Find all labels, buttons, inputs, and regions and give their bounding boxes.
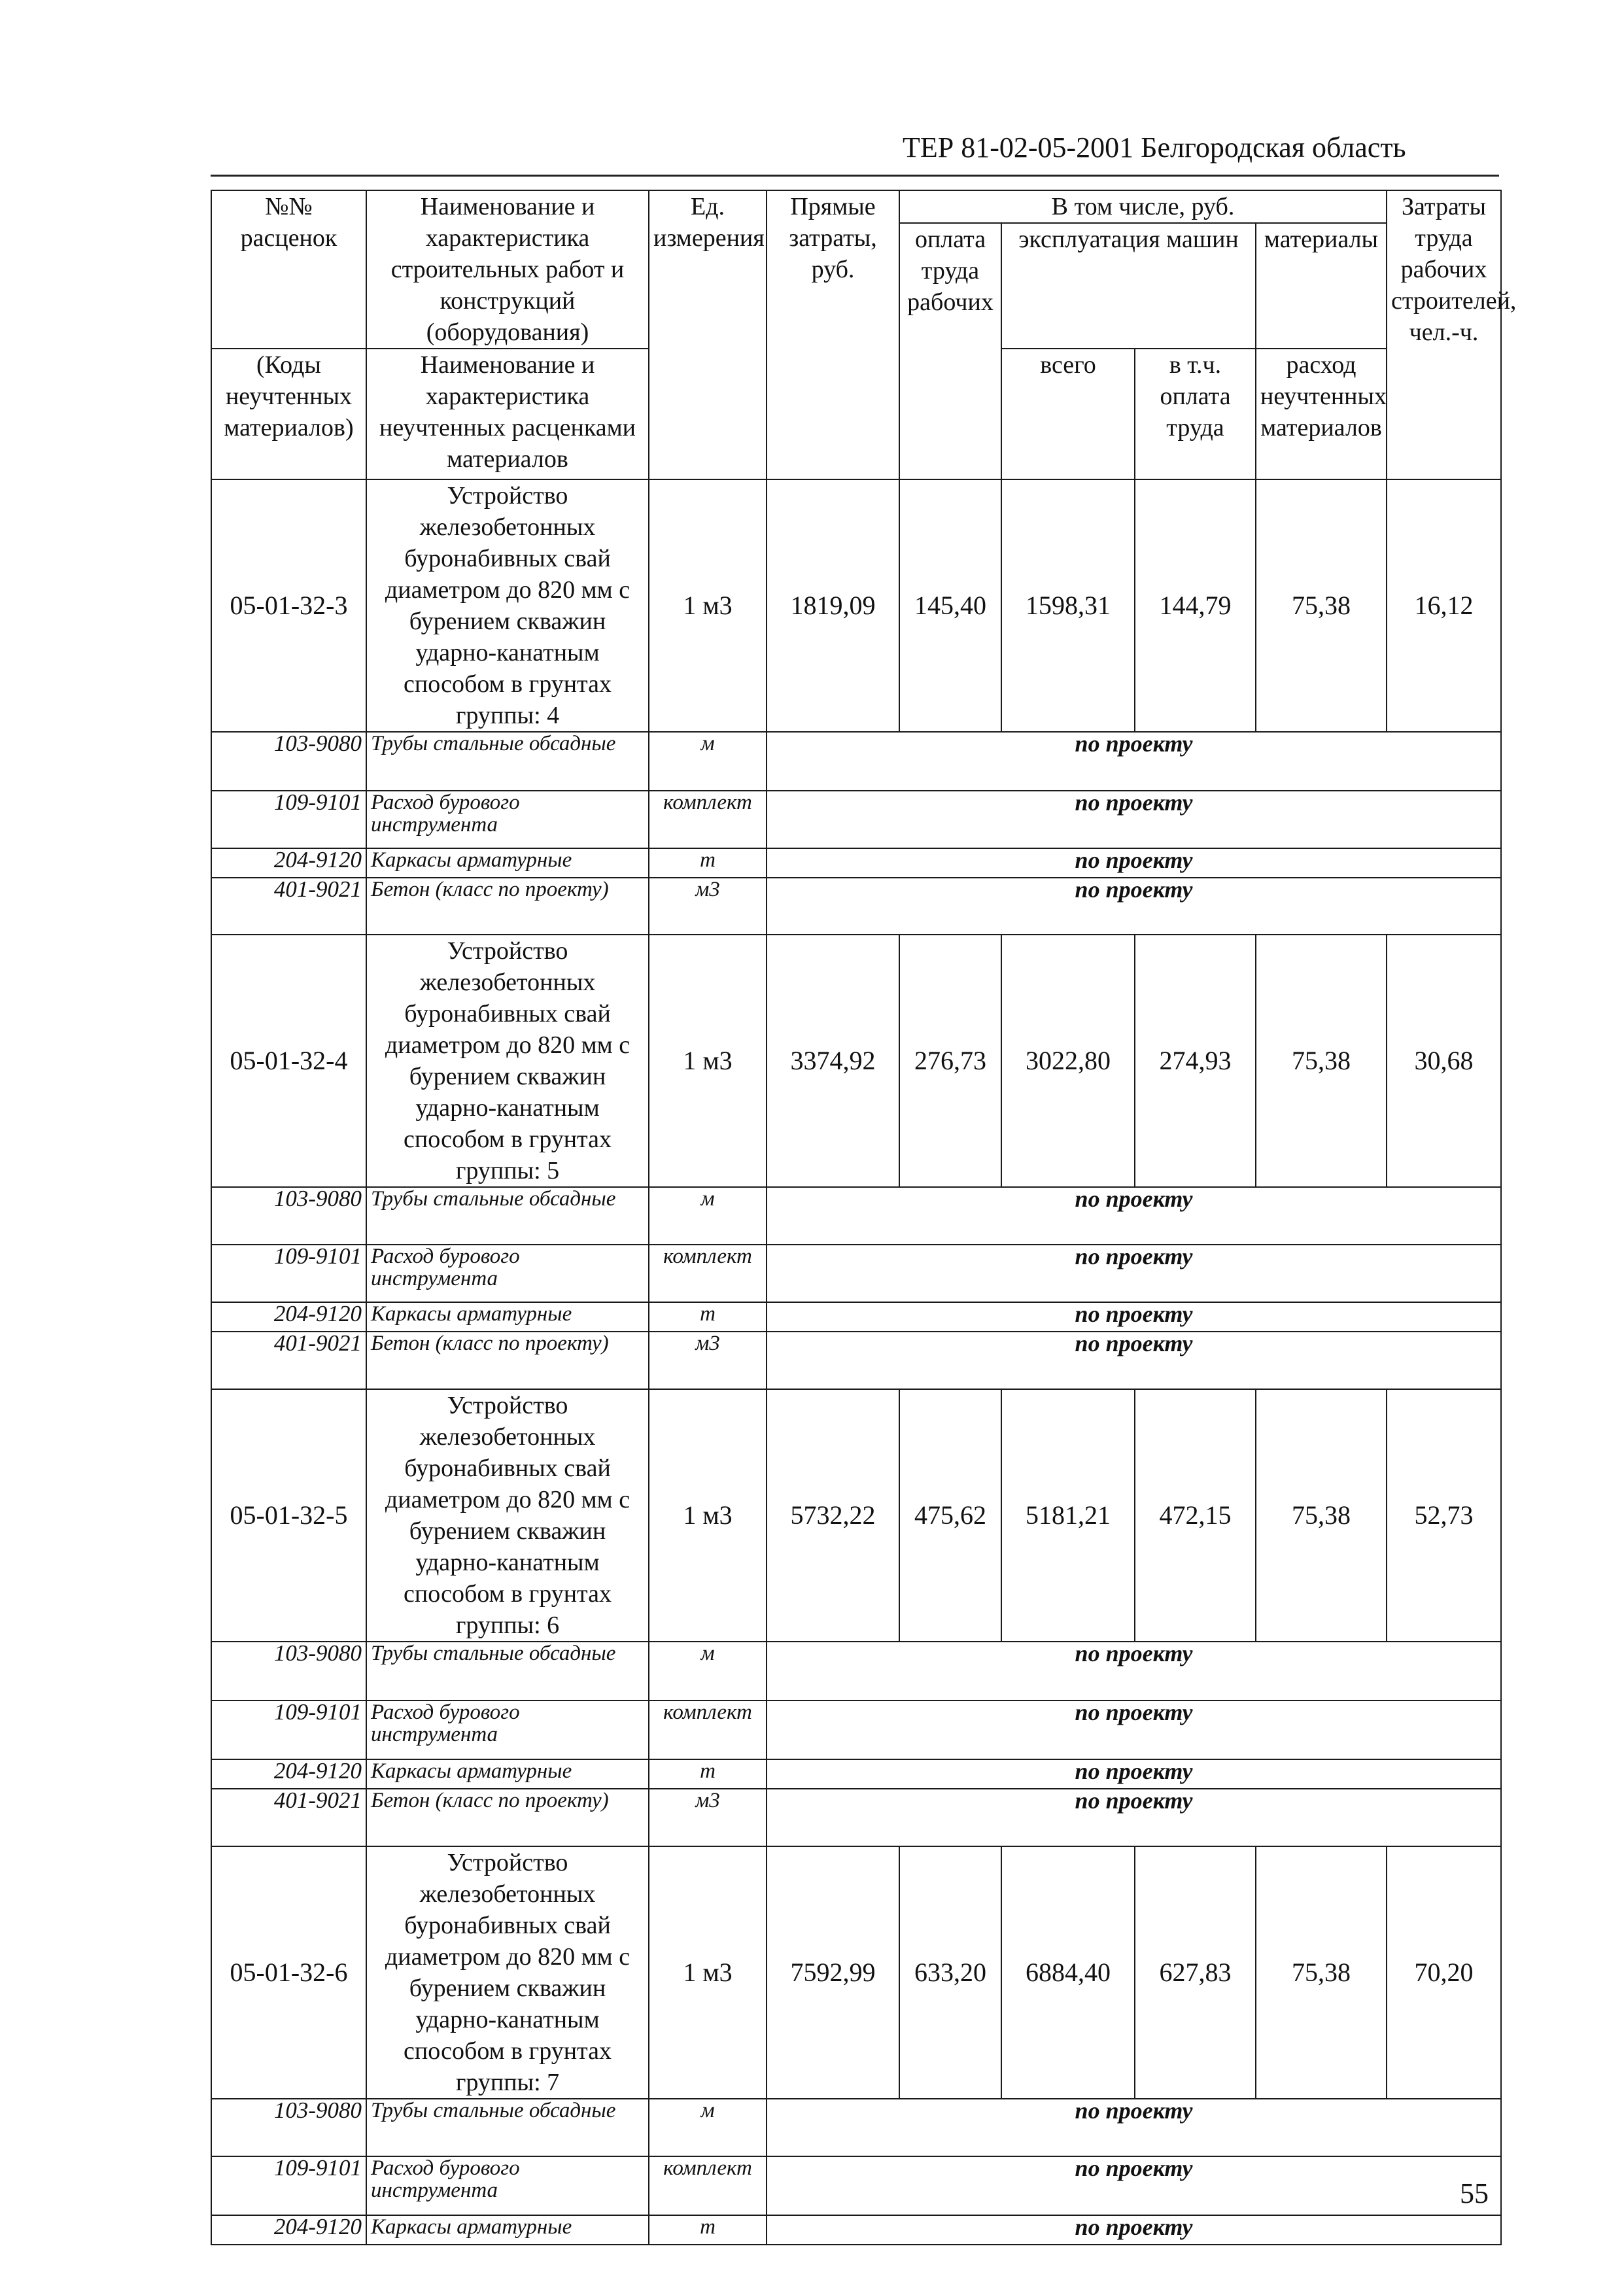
rate-machine-total: 1598,31 <box>1001 479 1135 732</box>
rate-name: Устройство железобетонных буронабивных свай диаметром до 820 мм с бурением скважин ударно-канатным способом в грунтах группы: 6 <box>366 1389 649 1642</box>
material-note: по проекту <box>767 1245 1501 1302</box>
rate-labor-hours: 30,68 <box>1387 935 1501 1187</box>
material-note: по проекту <box>767 1700 1501 1759</box>
material-code: 103-9080 <box>211 732 366 791</box>
rate-direct: 5732,22 <box>767 1389 899 1642</box>
header-name-main: Наименование и характеристика строительных работ и конструкций (оборудования) <box>366 190 649 349</box>
rate-code: 05-01-32-4 <box>211 935 366 1187</box>
rate-labor-pay: 276,73 <box>899 935 1001 1187</box>
header-code-main: №№ расценок <box>211 190 366 349</box>
material-note: по проекту <box>767 1302 1501 1332</box>
rates-table <box>211 190 1517 2245</box>
rate-machine-pay: 472,15 <box>1135 1389 1256 1642</box>
rate-direct: 1819,09 <box>767 479 899 732</box>
material-unit: м <box>649 1642 767 1700</box>
rate-machine-pay: 627,83 <box>1135 1846 1256 2099</box>
material-unit: комплект <box>649 1245 767 1302</box>
rate-unit: 1 м3 <box>649 935 767 1187</box>
document-header: ТЕР 81-02-05-2001 Белгородская область <box>903 131 1406 164</box>
rate-group <box>211 1389 1501 1846</box>
rate-code: 05-01-32-5 <box>211 1389 366 1642</box>
material-code: 109-9101 <box>211 1245 366 1302</box>
rate-code: 05-01-32-3 <box>211 479 366 732</box>
material-note: по проекту <box>767 848 1501 878</box>
rate-unit: 1 м3 <box>649 479 767 732</box>
material-note: по проекту <box>767 878 1501 935</box>
material-unit: т <box>649 1759 767 1789</box>
material-name: Каркасы арматурные <box>366 848 649 878</box>
rate-group <box>211 479 1501 935</box>
header-machine-pay: в т.ч. оплата труда <box>1135 349 1256 479</box>
header-labor-costs: Затраты труда рабочих строителей, чел.-ч. <box>1387 190 1501 479</box>
rate-materials: 75,38 <box>1256 935 1387 1187</box>
rate-name: Устройство железобетонных буронабивных свай диаметром до 820 мм с бурением скважин ударно-канатным способом в грунтах группы: 4 <box>366 479 649 732</box>
material-unit: м3 <box>649 1332 767 1389</box>
material-code: 204-9120 <box>211 1759 366 1789</box>
material-unit: комплект <box>649 1700 767 1759</box>
material-code: 401-9021 <box>211 1789 366 1846</box>
material-note: по проекту <box>767 2099 1501 2156</box>
rate-labor-pay: 145,40 <box>899 479 1001 732</box>
rate-name: Устройство железобетонных буронабивных свай диаметром до 820 мм с бурением скважин ударно-канатным способом в грунтах группы: 7 <box>366 1846 649 2099</box>
rate-labor-pay: 475,62 <box>899 1389 1001 1642</box>
rate-materials: 75,38 <box>1256 1846 1387 2099</box>
header-materials: материалы <box>1256 223 1387 349</box>
header-machine-total: всего <box>1001 349 1135 479</box>
header-rule <box>211 175 1499 177</box>
material-note: по проекту <box>767 791 1501 848</box>
rate-labor-hours: 16,12 <box>1387 479 1501 732</box>
material-note: по проекту <box>767 2215 1501 2245</box>
material-code: 109-9101 <box>211 2156 366 2215</box>
rate-name: Устройство железобетонных буронабивных свай диаметром до 820 мм с бурением скважин ударно-канатным способом в грунтах группы: 5 <box>366 935 649 1187</box>
material-name: Трубы стальные обсадные <box>366 2099 649 2156</box>
material-unit: т <box>649 848 767 878</box>
rate-labor-pay: 633,20 <box>899 1846 1001 2099</box>
header-code-sub: (Коды неучтенных материалов) <box>211 349 366 479</box>
material-code: 204-9120 <box>211 2215 366 2245</box>
material-name: Трубы стальные обсадные <box>366 1187 649 1245</box>
rate-labor-hours: 52,73 <box>1387 1389 1501 1642</box>
header-direct-costs: Прямые затраты, руб. <box>767 190 899 479</box>
material-name: Бетон (класс по проекту) <box>366 1332 649 1389</box>
header-machine-exp: эксплуатация машин <box>1001 223 1256 349</box>
material-unit: м <box>649 1187 767 1245</box>
material-unit: т <box>649 2215 767 2245</box>
material-note: по проекту <box>767 1789 1501 1846</box>
table-header <box>211 190 1517 479</box>
header-labor-pay: оплата труда рабочих <box>899 223 1001 479</box>
material-unit: м3 <box>649 878 767 935</box>
rate-unit: 1 м3 <box>649 1389 767 1642</box>
page-number: 55 <box>1460 2177 1489 2209</box>
material-code: 401-9021 <box>211 1332 366 1389</box>
material-name: Расход бурового инструмента <box>366 1245 649 1302</box>
rate-materials: 75,38 <box>1256 1389 1387 1642</box>
material-unit: комплект <box>649 791 767 848</box>
material-note: по проекту <box>767 1759 1501 1789</box>
rate-direct: 3374,92 <box>767 935 899 1187</box>
rate-group <box>211 935 1501 1389</box>
rate-machine-pay: 144,79 <box>1135 479 1256 732</box>
material-name: Расход бурового инструмента <box>366 791 649 848</box>
material-code: 103-9080 <box>211 1642 366 1700</box>
material-note: по проекту <box>767 1332 1501 1389</box>
header-name-sub: Наименование и характеристика неучтенных расценками материалов <box>366 349 649 479</box>
material-note: по проекту <box>767 1187 1501 1245</box>
rate-machine-pay: 274,93 <box>1135 935 1256 1187</box>
header-incl: В том числе, руб. <box>899 190 1387 223</box>
material-name: Каркасы арматурные <box>366 1759 649 1789</box>
material-name: Бетон (класс по проекту) <box>366 1789 649 1846</box>
material-unit: комплект <box>649 2156 767 2215</box>
rate-group <box>211 1846 1501 2245</box>
rate-unit: 1 м3 <box>649 1846 767 2099</box>
material-name: Расход бурового инструмента <box>366 1700 649 1759</box>
material-unit: т <box>649 1302 767 1332</box>
header-mat-consumption: расход неучтенных материалов <box>1256 349 1387 479</box>
material-code: 204-9120 <box>211 848 366 878</box>
material-note: по проекту <box>767 1642 1501 1700</box>
material-code: 109-9101 <box>211 1700 366 1759</box>
rate-machine-total: 5181,21 <box>1001 1389 1135 1642</box>
material-code: 401-9021 <box>211 878 366 935</box>
material-name: Каркасы арматурные <box>366 1302 649 1332</box>
material-name: Расход бурового инструмента <box>366 2156 649 2215</box>
rate-machine-total: 3022,80 <box>1001 935 1135 1187</box>
material-note: по проекту <box>767 2156 1501 2215</box>
rate-labor-hours: 70,20 <box>1387 1846 1501 2099</box>
material-unit: м <box>649 732 767 791</box>
material-name: Бетон (класс по проекту) <box>366 878 649 935</box>
material-name: Трубы стальные обсадные <box>366 732 649 791</box>
rate-code: 05-01-32-6 <box>211 1846 366 2099</box>
header-unit: Ед. измерения <box>649 190 767 479</box>
material-code: 109-9101 <box>211 791 366 848</box>
rate-materials: 75,38 <box>1256 479 1387 732</box>
material-code: 204-9120 <box>211 1302 366 1332</box>
material-code: 103-9080 <box>211 2099 366 2156</box>
material-name: Каркасы арматурные <box>366 2215 649 2245</box>
material-unit: м <box>649 2099 767 2156</box>
rate-machine-total: 6884,40 <box>1001 1846 1135 2099</box>
rate-direct: 7592,99 <box>767 1846 899 2099</box>
material-note: по проекту <box>767 732 1501 791</box>
material-code: 103-9080 <box>211 1187 366 1245</box>
material-name: Трубы стальные обсадные <box>366 1642 649 1700</box>
material-unit: м3 <box>649 1789 767 1846</box>
